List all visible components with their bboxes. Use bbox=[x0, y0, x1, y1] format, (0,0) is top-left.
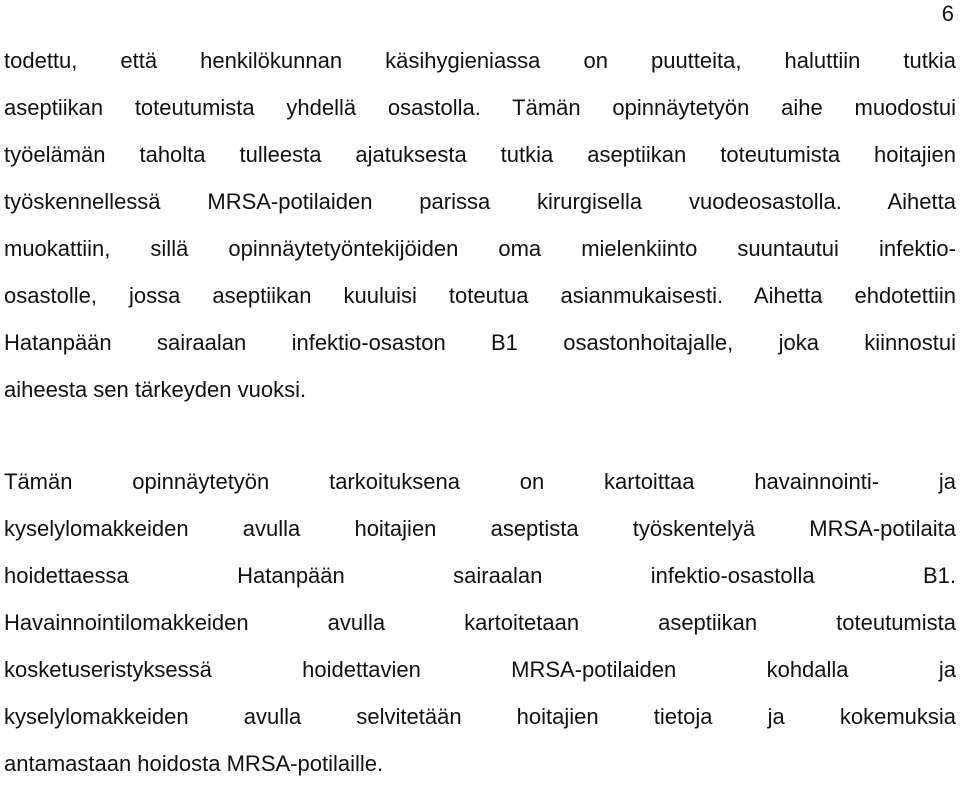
text-line: muokattiin, sillä opinnäytetyöntekijöiden oma mielenkiinto suuntautui infektio- bbox=[4, 236, 956, 261]
text-line: työskennellessä MRSA-potilaiden parissa kirurgisella vuodeosastolla. Aihetta bbox=[4, 189, 956, 214]
paragraph bbox=[4, 37, 956, 413]
text-line: Havainnointilomakkeiden avulla kartoitetaan aseptiikan toteutumista bbox=[4, 610, 956, 635]
text-line: Hatanpään sairaalan infektio-osaston B1 osastonhoitajalle, joka kiinnostui bbox=[4, 330, 956, 355]
text-line: hoidettaessa Hatanpään sairaalan infektio-osastolla B1. bbox=[4, 563, 956, 588]
page-number: 6 bbox=[941, 1, 954, 26]
paragraph bbox=[4, 458, 956, 787]
text-line: aiheesta sen tärkeyden vuoksi. bbox=[4, 377, 307, 402]
text-line: kyselylomakkeiden avulla hoitajien aseptista työskentelyä MRSA-potilaita bbox=[4, 516, 956, 541]
text-line: antamastaan hoidosta MRSA-potilaille. bbox=[4, 751, 384, 776]
text-line: Tämän opinnäytetyön tarkoituksena on kartoittaa havainnointi- ja bbox=[4, 469, 956, 494]
text-line: kosketuseristyksessä hoidettavien MRSA-potilaiden kohdalla ja bbox=[4, 657, 956, 682]
text-line: työelämän taholta tulleesta ajatuksesta tutkia aseptiikan toteutumista hoitajien bbox=[4, 142, 956, 167]
text-line: aseptiikan toteutumista yhdellä osastolla. Tämän opinnäytetyön aihe muodostui bbox=[4, 95, 956, 120]
text-line: osastolle, jossa aseptiikan kuuluisi toteutua asianmukaisesti. Aihetta ehdotettiin bbox=[4, 283, 956, 308]
text-line: kyselylomakkeiden avulla selvitetään hoitajien tietoja ja kokemuksia bbox=[4, 704, 956, 729]
text-line: todettu, että henkilökunnan käsihygieniassa on puutteita, haluttiin tutkia bbox=[4, 48, 956, 73]
